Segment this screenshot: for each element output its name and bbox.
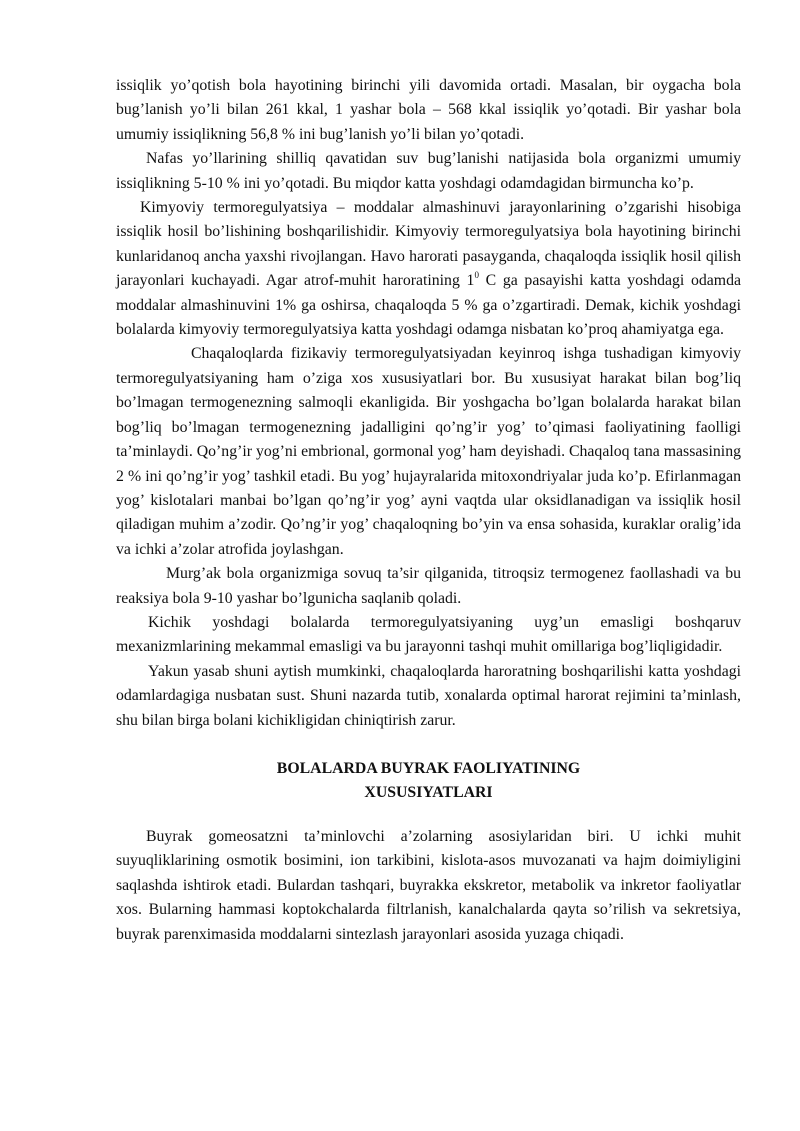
section-heading-line-2: XUSUSIYATLARI	[364, 783, 493, 801]
paragraph-kidney-function: Buyrak gomeosatzni ta’minlovchi a’zolarning asosiylaridan biri. U ichki muhit suyuqliklarining osmotik bosimini, ion tarkibini, kislota-asos muvozanati va hajm doimiyligini saqlashda ishtirok etadi. Bulardan tashqari, buyrakka ekskretor, metabolik va inkretor faoliyatlar xos. Bularning hammasi koptokchalarda filtrlanish, kanalchalarda qayta so’rilish va sekretsiya, buyrak parenximasida moddalarni sintezlash jarayonlari asosida yuzaga chiqadi.	[116, 827, 741, 943]
paragraph-conclusion: Yakun yasab shuni aytish mumkinki, chaqaloqlarda haroratning boshqarilishi katta yoshdagi odamlardagiga nusbatan sust. Shuni nazarda tutib, xonalarda optimal harorat rejimini ta’minlash, shu bilan birga bolani kichikligidan chiniqtirish zarur.	[116, 662, 741, 729]
paragraph-chemical-thermoregulation	[116, 196, 741, 342]
paragraph-regulation-immaturity: Kichik yoshdagi bolalarda termoregulyatsiyaning uyg’un emasligi boshqaruv mexanizmlarining mekammal emasligi va bu jarayonni tashqi muhit omillariga bog’liqligidadir.	[116, 613, 741, 656]
paragraph-heat-loss: issiqlik yo’qotish bola hayotining birinchi yili davomida ortadi. Masalan, bir oygacha bola bug’lanish yo’li bilan 261 kkal, 1 yashar bola – 568 kkal issiqlik yo’qotadi. Bir yashar bola umumiy issiqlikning 56,8 % ini bug’lanish yo’li bilan yo’qotadi.	[116, 77, 741, 143]
paragraph-text-tail: C ga pasayishi katta yoshdagi odamda moddalar almashinuvini 1% ga oshirsa, chaqaloqda 5 % ga o’zgartiradi. Demak, kichik yoshdagi bolalarda kimyoviy termoregulyatsiya katta yoshdagi odamga nisbatan ko’proq ahamiyatga ega.	[116, 272, 741, 339]
degree-superscript: 0	[474, 270, 479, 281]
paragraph-cold-exposure: Murg’ak bola organizmiga sovuq ta’sir qilganida, titroqsiz termogenez faollashadi va bu reaksiya bola 9-10 yashar bo’lgunicha saqlanib qoladi.	[116, 565, 741, 607]
paragraph-respiratory-evaporation: Nafas yo’llarining shilliq qavatidan suv bug’lanishi natijasida bola organizmi umumiy issiqlikning 5-10 % ini yo’qotadi. Bu miqdor katta yoshdagi odamdagidan birmuncha ko’p.	[116, 150, 741, 192]
section-heading	[116, 757, 741, 805]
document-page	[116, 74, 741, 947]
section-heading-line-1: BOLALARDA BUYRAK FAOLIYATINING	[276, 759, 581, 777]
paragraph-brown-fat: Chaqaloqlarda fizikaviy termoregulyatsiyadan keyinroq ishga tushadigan kimyoviy termoregulyatsiyaning ham o’ziga xos xususiyatlari bor. Bu xususiyat harakat bilan bog’liq bo’lmagan termogenezning salmoqli ekanligida. Bir yoshgacha bo’lgan bolalarda harakat bilan bog’liq bo’lmagan termogenezning jadalligini qo’ng’ir yog’ to’qimasi faoliyatining faolligi ta’minlaydi. Qo’ng’ir yog’ni embrional, gormonal yog’ ham deyishadi. Chaqaloq tana massasining 2 % ini qo’ng’ir yog’ tashkil etadi. Bu yog’ hujayralarida mitoxondriyalar juda ko’p. Efirlanmagan yog’ kislotalari manbai bo’lgan qo’ng’ir yog’ ayni vaqtda ular oksidlanadigan va issiqlik hosil qiladigan muhim a’zodir. Qo’ng’ir yog’ chaqaloqning bo’yin va ensa sohasida, kuraklar oralig’ida va ichki a’zolar atrofida joylashgan.	[116, 345, 741, 558]
paragraph-text: Kimyoviy termoregulyatsiya – moddalar almashinuvi jarayonlarining o’zgarishi hisobiga issiqlik hosil bo’lishining boshqarilishidir. Kimyoviy termoregulyatsiya bola hayotining birinchi kunlaridanoq ancha yaxshi rivojlangan. Havo harorati pasayganda, chaqaloqda issiqlik hosil qilish jarayonlari kuchayadi. Agar atrof-muhit haroratining 1	[116, 199, 741, 290]
